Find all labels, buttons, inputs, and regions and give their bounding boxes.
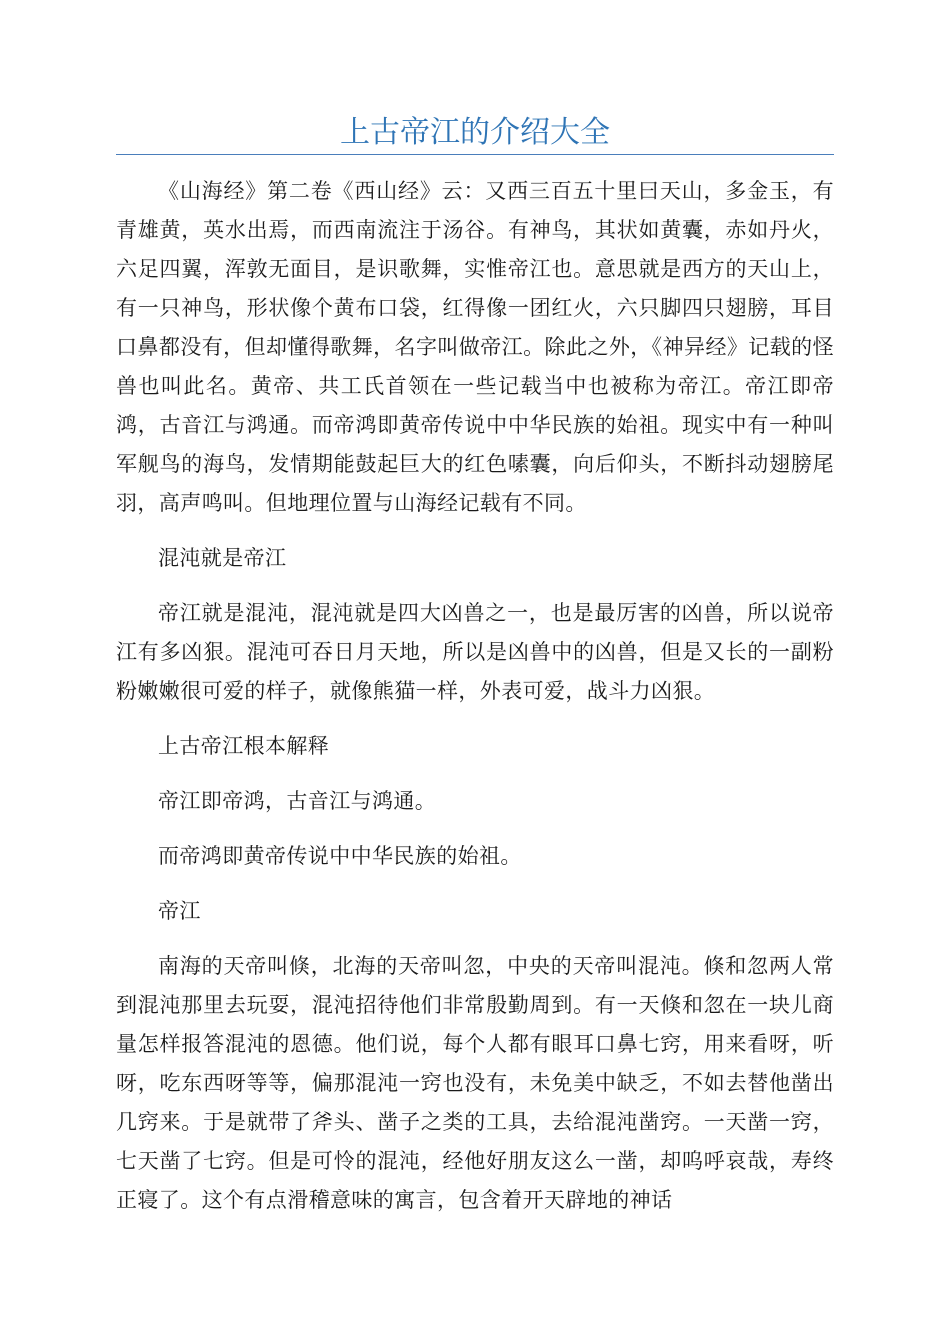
paragraph-shu-hu-hundun: 南海的天帝叫倏，北海的天帝叫忽，中央的天帝叫混沌。倏和忽两人常到混沌那里去玩耍，混沌招待他们非常殷勤周到。有一天倏和忽在一块儿商量怎样报答混沌的恩德。他们说，每个人都有眼耳口鼻七窍，用来看呀，听呀，吃东西呀等等，偏那混沌一窍也没有，未免美中缺乏，不如去替他凿出几窍来。于是就带了斧头、凿子之类的工具，去给混沌凿窍。一天凿一窍，七天凿了七窍。但是可怜的混沌，经他好朋友这么一凿，却呜呼哀哉，寿终正寝了。这个有点滑稽意味的寓言，包含着开天辟地的神话: [116, 954, 834, 1212]
paragraph-dihong: 帝江即帝鸿，古音江与鸿通。: [158, 789, 437, 813]
paragraph-hundun: 帝江就是混沌，混沌就是四大凶兽之一，也是最厉害的凶兽，所以说帝江有多凶狠。混沌可吞日月天地，所以是凶兽中的凶兽，但是又长的一副粉粉嫩嫩很可爱的样子，就像熊猫一样，外表可爱，战斗力凶狠。: [116, 601, 834, 703]
heading-hundun-is-dijiang: 混沌就是帝江: [158, 546, 287, 570]
document-title: 上古帝江的介绍大全: [340, 115, 610, 150]
paragraph-shanhaijing: 《山海经》第二卷《西山经》云：又西三百五十里曰天山，多金玉，有青雄黄，英水出焉，而西南流注于汤谷。有神鸟，其状如黄囊，赤如丹火，六足四翼，浑敦无面目，是识歌舞，实惟帝江也。意思就是西方的天山上，有一只神鸟，形状像个黄布口袋，红得像一团红火，六只脚四只翅膀，耳目口鼻都没有，但却懂得歌舞，名字叫做帝江。除此之外，《神异经》记载的怪兽也叫此名。黄帝、共工氏首领在一些记载当中也被称为帝江。帝江即帝鸿，古音江与鸿通。而帝鸿即黄帝传说中中华民族的始祖。现实中有一种叫军舰鸟的海鸟，发情期能鼓起巨大的红色嗉囊，向后仰头，不断抖动翅膀尾羽，高声鸣叫。但地理位置与山海经记载有不同。: [116, 179, 834, 515]
title-underline: [116, 154, 834, 155]
document-page: [116, 0, 834, 1344]
paragraph-ancestor: 而帝鸿即黄帝传说中中华民族的始祖。: [158, 844, 522, 868]
heading-dijiang: 帝江: [158, 899, 201, 923]
heading-basic-explanation: 上古帝江根本解释: [158, 734, 330, 758]
document-body: [116, 172, 834, 1236]
